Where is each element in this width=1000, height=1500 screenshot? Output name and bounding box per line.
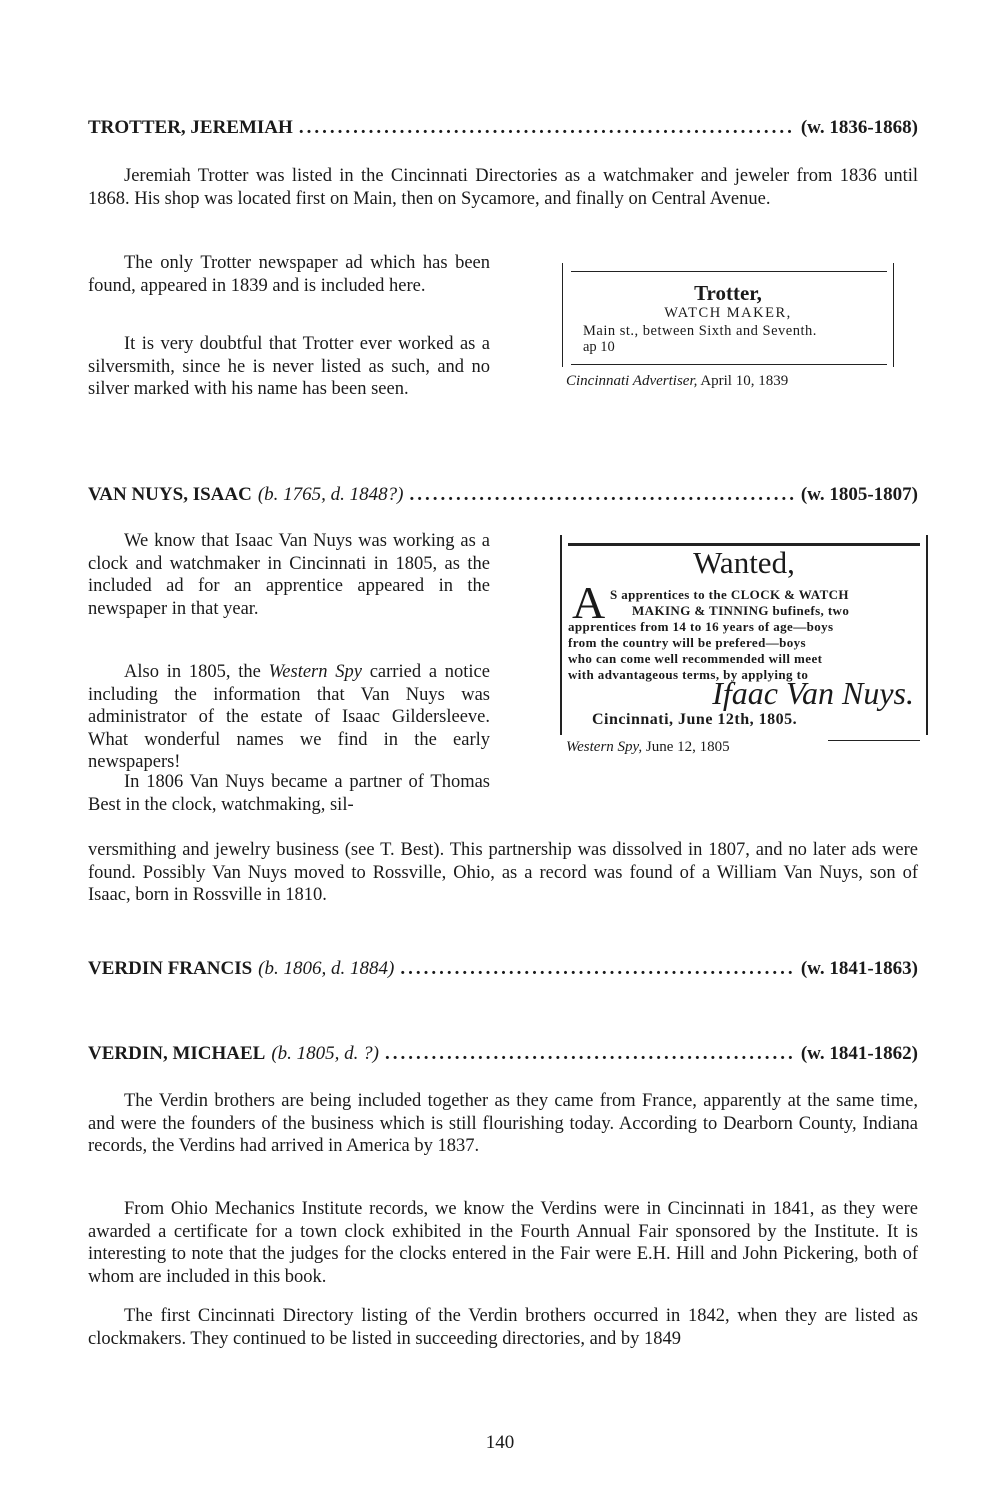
text: carried a notice including the information that Van Nuys was administrator of the estate of Isaac Gildersleeve. What wonderful names we find in the early newspapers!: [88, 662, 490, 772]
entry-heading-verdin-francis: [88, 958, 918, 984]
ad-line: from the country will be prefered—boys: [568, 635, 806, 650]
ad-line: Main st., between Sixth and Seventh.: [583, 323, 817, 339]
leader-dots: [409, 484, 794, 506]
paragraph: [88, 661, 490, 774]
ad-title: Trotter,: [694, 281, 762, 305]
entry-years: (w. 1836-1868): [800, 117, 918, 138]
ad-drop-cap: A: [572, 577, 606, 628]
paragraph: We know that Isaac Van Nuys was working as a clock and watchmaker in Cincinnati in 1805, as the included ad for an apprentice appeared in the newspaper in that year.: [88, 531, 490, 619]
ad-line: S apprentices to the CLOCK & WATCH: [610, 587, 849, 602]
paragraph: In 1806 Van Nuys became a partner of Thomas Best in the clock, watchmaking, sil-: [88, 772, 490, 815]
ad-line: WATCH MAKER,: [664, 305, 792, 321]
entry-name: VAN NUYS, ISAAC: [88, 484, 252, 505]
paragraph: From Ohio Mechanics Institute records, we know the Verdins were in Cincinnati in 1841, as they were awarded a certificate for a town clock exhibited in the Fourth Annual Fair sponsored by the Institute. It is interesting to note that the judges for the clocks entered in the Fair were E.H. Hill and John Pickering, both of whom are included in this book.: [88, 1199, 918, 1287]
ad-line: who can come well recommended will meet: [568, 651, 823, 666]
entry-years: (w. 1841-1863): [800, 958, 918, 979]
ad-line: apprentices from 14 to 16 years of age—boys: [568, 619, 834, 634]
entry-heading-trotter: [88, 117, 918, 143]
entry-heading-vannuys: [88, 484, 918, 510]
caption-source: Western Spy,: [566, 739, 643, 755]
entry-heading-verdin-michael: [88, 1043, 918, 1069]
text: Also in 1805, the: [124, 662, 269, 682]
ad-caption: [566, 373, 788, 390]
paragraph-continued: versmithing and jewelry business (see T. Best). This partnership was dissolved in 1807, and no later ads were found. Possibly Van Nuys moved to Rossville, Ohio, as a record was found of a William Van Nuys, son of Isaac, born in Rossville in 1810.: [88, 840, 918, 905]
paragraph: It is very doubtful that Trotter ever worked as a silversmith, since he is never listed as such, and no silver marked with his name has been seen.: [88, 334, 490, 399]
paragraph: The Verdin brothers are being included together as they came from France, apparently at the same time, and were the founders of the business which is still flourishing today. According to Dearborn County, Indiana records, the Verdins had arrived in America by 1837.: [88, 1091, 918, 1156]
ad-rule: [571, 364, 887, 365]
ad-signature: Ifaac Van Nuys.: [712, 675, 914, 711]
paragraph: Jeremiah Trotter was listed in the Cincinnati Directories as a watchmaker and jeweler from 1836 until 1868. His shop was located first on Main, then on Sycamore, and finally on Central Avenue.: [88, 166, 918, 209]
entry-lifespan: (b. 1765, d. 1848?): [257, 484, 404, 505]
caption-date: June 12, 1805: [642, 739, 730, 755]
ad-line: ap 10: [583, 339, 615, 355]
page-number: 140: [485, 1432, 515, 1453]
entry-years: (w. 1841-1862): [800, 1043, 918, 1064]
paragraph: The only Trotter newspaper ad which has been found, appeared in 1839 and is included here.: [88, 253, 490, 296]
ad-line: with advantageous terms, by applying to: [568, 667, 809, 682]
ad-dateline: Cincinnati, June 12th, 1805.: [592, 711, 798, 728]
ad-title: Wanted,: [693, 545, 795, 580]
ad-rule: [571, 271, 887, 272]
leader-dots: [385, 1043, 795, 1065]
leader-dots: [299, 117, 795, 139]
ad-rule: [828, 740, 920, 741]
ad-line: MAKING & TINNING bufinefs, two: [632, 603, 850, 618]
paragraph: The first Cincinnati Directory listing of the Verdin brothers occurred in 1842, when they are listed as clockmakers. They continued to be listed in succeeding directories, and by 1849: [88, 1306, 918, 1349]
entry-name: VERDIN, MICHAEL: [88, 1043, 266, 1064]
entry-lifespan: (b. 1805, d. ?): [271, 1043, 380, 1064]
caption-date: April 10, 1839: [697, 373, 789, 389]
newspaper-ad-vannuys: [560, 535, 928, 735]
entry-name: TROTTER, JEREMIAH: [88, 117, 293, 138]
ad-caption: [566, 739, 730, 756]
newspaper-ad-trotter: [562, 263, 894, 367]
caption-source: Cincinnati Advertiser,: [566, 373, 698, 389]
entry-name: VERDIN FRANCIS: [88, 958, 253, 979]
leader-dots: [400, 958, 795, 980]
entry-years: (w. 1805-1807): [800, 484, 918, 505]
publication-title: Western Spy: [268, 662, 362, 682]
entry-lifespan: (b. 1806, d. 1884): [258, 958, 395, 979]
